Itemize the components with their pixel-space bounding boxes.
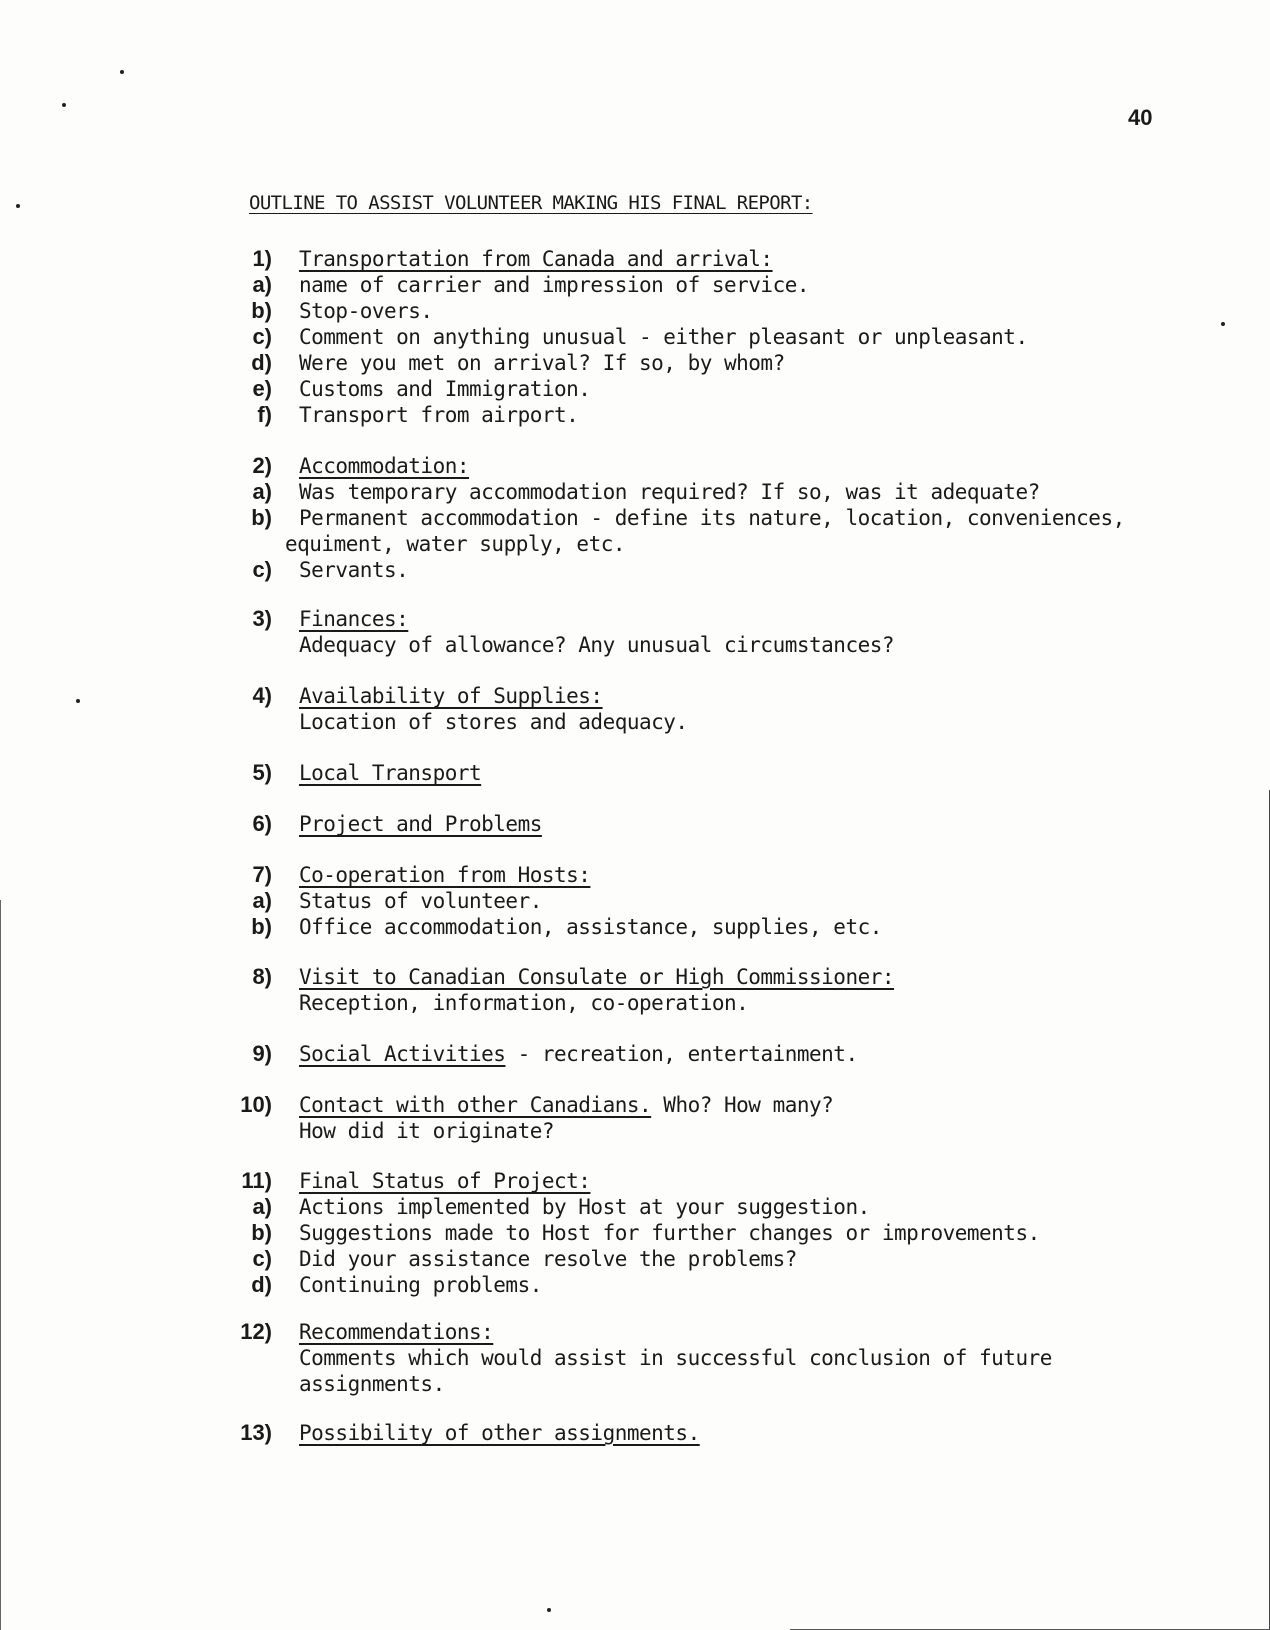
section-heading: Local Transport [299,761,482,785]
section-body-line [299,990,748,1016]
section-heading-line [299,811,542,837]
section-heading-tail: Who? How many? [651,1093,834,1117]
item-label: d) [251,350,272,375]
section-number: 13) [240,1420,272,1445]
section-number: 1) [252,246,272,271]
item-text-line [299,479,1040,505]
section-heading: Transportation from Canada and arrival: [299,247,773,271]
item-label: a) [252,272,272,297]
section-heading: Project and Problems [299,812,542,836]
section-body-text: Adequacy of allowance? Any unusual circumstances? [299,633,895,657]
section-heading: Possibility of other assignments. [299,1421,700,1445]
section-heading-tail: - recreation, entertainment. [505,1042,858,1066]
item-text-line [299,1246,797,1272]
section-number: 8) [252,964,272,989]
section-body-line [299,632,894,658]
item-text-line [299,557,408,583]
section-heading-line [299,453,469,479]
section-body-line [299,709,688,735]
item-text: Permanent accommodation - define its nature, location, conveniences, [299,506,1125,530]
section-body-text: Comments which would assist in successful conclusion of future [299,1346,1052,1370]
item-text: Office accommodation, assistance, supplies, etc. [299,915,882,939]
item-text: Continuing problems. [299,1273,542,1297]
item-label: c) [252,557,272,582]
item-label: c) [252,324,272,349]
section-number: 10) [240,1092,272,1117]
section-heading-line [299,760,481,786]
item-text: Did your assistance resolve the problems? [299,1247,797,1271]
section-body-text: assignments. [299,1372,445,1396]
item-text-line [299,1272,542,1298]
section-heading-line [299,1420,700,1446]
item-text-line [299,272,809,298]
section-number: 6) [252,811,272,836]
item-label: f) [257,402,272,427]
item-text: Transport from airport. [299,403,579,427]
section-number: 5) [252,760,272,785]
item-label: d) [251,1272,272,1297]
section-heading: Recommendations: [299,1320,494,1344]
item-text: Servants. [299,558,409,582]
item-continuation-line [285,531,625,557]
item-text-line [299,324,1028,350]
item-label: a) [252,1194,272,1219]
scan-speck [16,204,20,208]
page-number: 40 [1128,105,1153,130]
section-heading-line [299,606,408,632]
section-heading: Final Status of Project: [299,1169,591,1193]
item-label: a) [252,479,272,504]
item-text: Were you met on arrival? If so, by whom? [299,351,785,375]
item-text: name of carrier and impression of service. [299,273,810,297]
item-text-line [299,914,882,940]
section-body-line [299,1118,554,1144]
item-text: Actions implemented by Host at your suggestion. [299,1195,870,1219]
section-number: 11) [241,1168,272,1193]
item-text-line [299,888,542,914]
scan-speck [547,1608,551,1612]
item-text: Suggestions made to Host for further changes or improvements. [299,1221,1040,1245]
section-heading: Visit to Canadian Consulate or High Commissioner: [299,965,895,989]
item-text-line [299,402,578,428]
item-label: e) [252,376,272,401]
section-heading-line [299,1319,493,1345]
item-continuation: equiment, water supply, etc. [285,532,626,556]
item-label: a) [252,888,272,913]
section-number: 9) [252,1041,272,1066]
item-text: Stop-overs. [299,299,433,323]
item-label: b) [251,1220,272,1245]
section-heading-line [299,246,773,272]
section-heading: Availability of Supplies: [299,684,603,708]
item-label: c) [252,1246,272,1271]
section-heading-line [299,964,894,990]
item-text-line [299,350,785,376]
item-label: b) [251,505,272,530]
section-body-line [299,1345,1052,1371]
item-label: b) [251,914,272,939]
item-text: Was temporary accommodation required? If so, was it adequate? [299,480,1040,504]
scan-speck [1221,322,1225,326]
document-title: OUTLINE TO ASSIST VOLUNTEER MAKING HIS FINAL REPORT: [249,192,813,214]
section-heading-line [299,683,603,709]
section-heading: Accommodation: [299,454,470,478]
item-text: Status of volunteer. [299,889,542,913]
section-number: 3) [252,606,272,631]
section-number: 7) [252,862,272,887]
item-label: b) [251,298,272,323]
section-heading: Social Activities [299,1042,506,1066]
scan-speck [62,103,66,107]
section-body-text: Location of stores and adequacy. [299,710,688,734]
section-heading-line [299,1092,833,1118]
item-text: Customs and Immigration. [299,377,591,401]
section-heading: Finances: [299,607,409,631]
section-body-text: How did it originate? [299,1119,555,1143]
section-body-text: Reception, information, co-operation. [299,991,749,1015]
section-number: 2) [252,453,272,478]
scan-speck [76,699,80,703]
item-text: Comment on anything unusual - either pleasant or unpleasant. [299,325,1028,349]
section-heading-line [299,1041,858,1067]
scan-speck [120,70,124,74]
item-text-line [299,376,590,402]
section-heading-line [299,862,590,888]
page-edge [0,900,1,1630]
section-heading: Contact with other Canadians. [299,1093,652,1117]
section-heading-line [299,1168,590,1194]
section-heading: Co-operation from Hosts: [299,863,591,887]
section-number: 12) [240,1319,272,1344]
section-body-line [299,1371,445,1397]
item-text-line [299,298,433,324]
item-text-line [299,505,1125,531]
item-text-line [299,1194,870,1220]
section-number: 4) [252,683,272,708]
item-text-line [299,1220,1040,1246]
